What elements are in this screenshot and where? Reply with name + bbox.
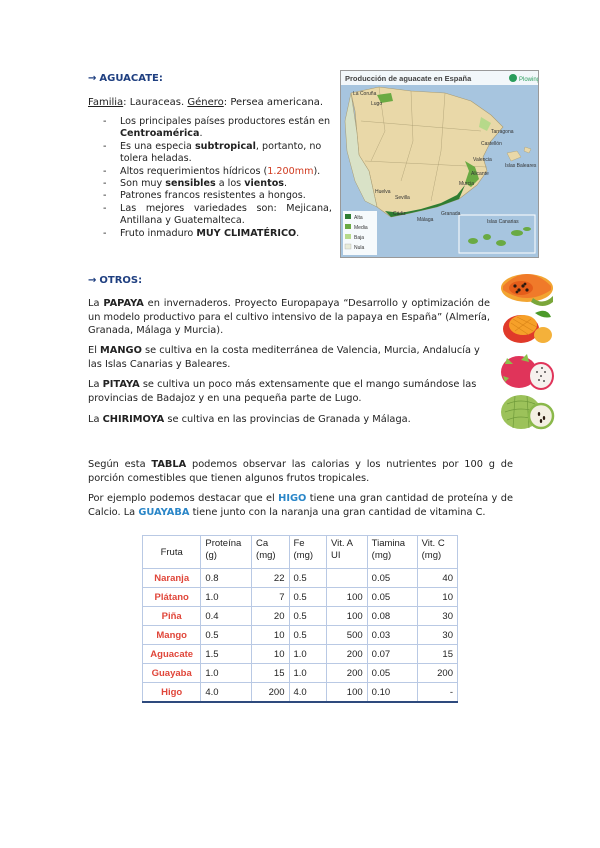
- chirimoya-paragraph: La CHIRIMOYA se cultiva en las provincias de Granada y Málaga.: [88, 414, 411, 425]
- cell-fe: 1.0: [289, 664, 326, 683]
- cell-proteina: 0.4: [201, 607, 252, 626]
- map-label-lugo: Lugo: [371, 101, 383, 107]
- legend-alta: Alta: [354, 215, 363, 221]
- pitaya-image: [497, 348, 555, 394]
- cell-vita: 500: [326, 626, 367, 645]
- cell-tiamina: 0.03: [367, 626, 417, 645]
- cell-ca: 200: [252, 683, 289, 703]
- col-header-vitc: Vit. C (mg): [417, 536, 457, 569]
- legend-media: Media: [354, 225, 368, 231]
- col-header-tiamina: Tiamina (mg): [367, 536, 417, 569]
- cell-vita: [326, 569, 367, 588]
- cell-vitc: 15: [417, 645, 457, 664]
- nutrient-table: [142, 535, 458, 703]
- map-label-malaga: Málaga: [417, 217, 434, 223]
- cell-ca: 10: [252, 626, 289, 645]
- mango-image: [497, 305, 555, 349]
- cell-fruit: Mango: [143, 626, 201, 645]
- cell-tiamina: 0.05: [367, 569, 417, 588]
- ejemplo-paragraph: Por ejemplo podemos destacar que el HIGO tiene una gran cantidad de proteína y de Calcio. La GUAYABA tiene junto con la naranja una gran cantidad de vitamina C.: [88, 493, 514, 518]
- cell-vita: 100: [326, 588, 367, 607]
- cell-ca: 20: [252, 607, 289, 626]
- table-row: [143, 588, 458, 607]
- table-header-row: [143, 536, 458, 569]
- map-label-granada: Granada: [441, 211, 461, 217]
- col-header-fe: Fe (mg): [289, 536, 326, 569]
- map-label-tarragona: Tarragona: [491, 129, 514, 135]
- bullet-hidricos: - Altos requerimientos hídricos (1.200mm).: [100, 166, 332, 178]
- cell-fruit: Higo: [143, 683, 201, 703]
- cell-proteina: 1.5: [201, 645, 252, 664]
- bullet-variedades: - Las mejores variedades son: Mejicana, Antillana y Guatemalteca.: [100, 203, 332, 228]
- col-header-vita: Vit. A UI: [326, 536, 367, 569]
- cell-vitc: -: [417, 683, 457, 703]
- cell-fe: 4.0: [289, 683, 326, 703]
- mango-paragraph: El MANGO se cultiva en la costa mediterránea de Valencia, Murcia, Andalucía y las Islas Canarias y Baleares.: [88, 345, 480, 370]
- cell-tiamina: 0.08: [367, 607, 417, 626]
- map-legend: [343, 211, 377, 255]
- aguacate-heading: → AGUACATE:: [88, 73, 163, 84]
- cell-fruit: Piña: [143, 607, 201, 626]
- table-row: [143, 569, 458, 588]
- papaya-image: [497, 266, 555, 310]
- spain-map-graphic: [341, 71, 538, 257]
- map-label-islas-baleares: Islas Baleares: [505, 163, 537, 169]
- map-label-islas-canarias: Islas Canarias: [487, 219, 519, 225]
- cell-vitc: 30: [417, 607, 457, 626]
- cell-fruit: Guayaba: [143, 664, 201, 683]
- map-brand: Plowing: [519, 77, 538, 83]
- tabla-intro-paragraph: Según esta TABLA podemos observar las calorias y los nutrientes por 100 g de porción comestibles que tienen algunos frutos tropicales.: [88, 459, 513, 484]
- familia-line: Familia: Lauraceas. Género: Persea americana.: [88, 97, 324, 108]
- table-row: [143, 683, 458, 703]
- cell-tiamina: 0.07: [367, 645, 417, 664]
- cell-tiamina: 0.05: [367, 588, 417, 607]
- cell-vitc: 10: [417, 588, 457, 607]
- bullet-subtropical: - Es una especia subtropical, portanto, no tolera heladas.: [100, 141, 332, 166]
- map-label-alicante: Alicante: [471, 171, 489, 177]
- map-label-valencia: Valencia: [473, 157, 492, 163]
- cell-fruit: Aguacate: [143, 645, 201, 664]
- bullet-vientos: - Son muy sensibles a los vientos.: [100, 178, 332, 190]
- table-row: [143, 607, 458, 626]
- col-header-proteina: Proteína (g): [201, 536, 252, 569]
- map-label-la-coruna: La Coruña: [353, 91, 377, 97]
- cell-proteina: 1.0: [201, 588, 252, 607]
- cell-proteina: 4.0: [201, 683, 252, 703]
- cell-vita: 200: [326, 664, 367, 683]
- cell-ca: 10: [252, 645, 289, 664]
- bullet-climaterico: - Fruto inmaduro MUY CLIMATÉRICO.: [100, 228, 332, 240]
- otros-heading: → OTROS:: [88, 275, 143, 286]
- cell-fe: 0.5: [289, 588, 326, 607]
- map-label-sevilla: Sevilla: [395, 195, 410, 201]
- cell-fe: 0.5: [289, 626, 326, 645]
- cell-vitc: 30: [417, 626, 457, 645]
- pitaya-paragraph: La PITAYA se cultiva un poco más extensamente que el mango sumándose las provincias de Badajoz y en una pequeña parte de Lugo.: [88, 379, 477, 404]
- cell-tiamina: 0.10: [367, 683, 417, 703]
- cell-fruit: Naranja: [143, 569, 201, 588]
- table-row: [143, 626, 458, 645]
- legend-baja: Baja: [354, 235, 365, 241]
- cell-vitc: 200: [417, 664, 457, 683]
- aguacate-bullets: [100, 116, 332, 240]
- col-header-fruta: Fruta: [143, 536, 201, 569]
- avocado-production-map: [340, 70, 539, 258]
- map-title: Producción de aguacate en España: [345, 74, 472, 83]
- cell-tiamina: 0.05: [367, 664, 417, 683]
- col-header-ca: Ca (mg): [252, 536, 289, 569]
- cell-fruit: Plátano: [143, 588, 201, 607]
- cell-ca: 15: [252, 664, 289, 683]
- cell-proteina: 0.8: [201, 569, 252, 588]
- cell-vita: 200: [326, 645, 367, 664]
- bullet-productores: - Los principales países productores están en Centroamérica.: [100, 116, 332, 141]
- cell-fe: 1.0: [289, 645, 326, 664]
- map-label-cadiz: Cádiz: [393, 211, 406, 217]
- cell-ca: 7: [252, 588, 289, 607]
- table-row: [143, 645, 458, 664]
- cell-vita: 100: [326, 683, 367, 703]
- map-label-murcia: Murcia: [459, 181, 475, 187]
- legend-nula: Nula: [354, 245, 365, 251]
- cell-proteina: 0.5: [201, 626, 252, 645]
- chirimoya-image: [497, 390, 555, 432]
- table-row: [143, 664, 458, 683]
- bullet-patrones: - Patrones francos resistentes a hongos.: [100, 190, 332, 202]
- papaya-paragraph: La PAPAYA en invernaderos. Proyecto Europapaya “Desarrollo y optimización de un modelo productivo para el cultivo intensivo de la papaya en España” (Almería, Granada, Málaga y Murcia).: [88, 298, 491, 336]
- cell-fe: 0.5: [289, 607, 326, 626]
- map-label-castellon: Castellón: [481, 141, 502, 147]
- cell-proteina: 1.0: [201, 664, 252, 683]
- cell-vitc: 40: [417, 569, 457, 588]
- cell-fe: 0.5: [289, 569, 326, 588]
- cell-ca: 22: [252, 569, 289, 588]
- map-label-huelva: Huelva: [375, 189, 391, 195]
- cell-vita: 100: [326, 607, 367, 626]
